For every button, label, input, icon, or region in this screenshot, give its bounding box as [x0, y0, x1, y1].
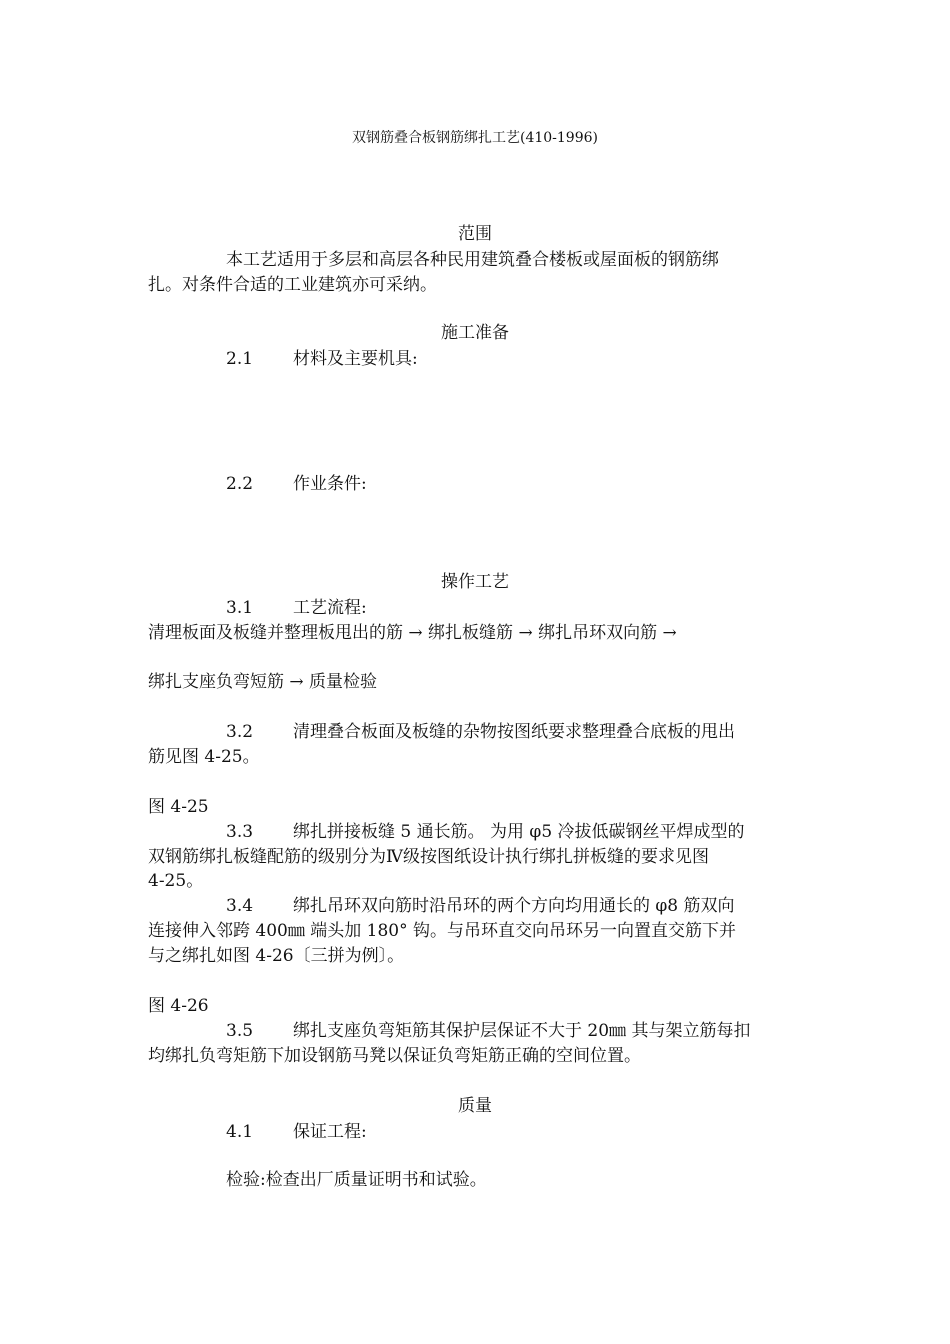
item-3-3-line-2: 双钢筋绑扎板缝配筋的级别分为Ⅳ级按图纸设计执行绑扎拼板缝的要求见图	[148, 847, 709, 867]
item-number-2-1: 2.1	[226, 349, 254, 369]
item-3-5-line-2: 均绑扎负弯矩筋下加设钢筋马凳以保证负弯矩筋正确的空间位置。	[148, 1046, 641, 1066]
inspection-text: 检验:检查出厂质量证明书和试验。	[226, 1170, 487, 1190]
item-text-3-1: 工艺流程:	[293, 598, 367, 618]
scope-paragraph-line-1: 本工艺适用于多层和高层各种民用建筑叠合楼板或屋面板的钢筋绑	[226, 250, 719, 270]
item-text-2-1: 材料及主要机具:	[293, 349, 418, 369]
figure-ref-4-25: 图 4-25	[148, 797, 209, 817]
section-heading-operation: 操作工艺	[441, 572, 509, 592]
process-flow-line-2: 绑扎支座负弯短筋 → 质量检验	[148, 672, 378, 692]
item-number-3-2: 3.2	[226, 722, 254, 742]
scope-paragraph-line-2: 扎。对条件合适的工业建筑亦可采纳。	[148, 275, 437, 295]
item-3-4-line-3: 与之绑扎如图 4-26〔三拼为例〕。	[148, 946, 405, 966]
section-heading-preparation: 施工准备	[441, 323, 509, 343]
item-3-4-line-1: 绑扎吊环双向筋时沿吊环的两个方向均用通长的 φ8 筋双向	[293, 896, 735, 916]
item-3-3-line-3: 4-25。	[148, 871, 204, 891]
item-3-5-line-1: 绑扎支座负弯矩筋其保护层保证不大于 20㎜ 其与架立筋每扣	[293, 1021, 751, 1041]
item-text-2-2: 作业条件:	[293, 474, 367, 494]
item-3-3-line-1: 绑扎拼接板缝 5 通长筋。 为用 φ5 冷拔低碳钢丝平焊成型的	[293, 822, 745, 842]
item-number-3-5: 3.5	[226, 1021, 254, 1041]
section-heading-scope: 范围	[458, 224, 492, 244]
item-3-2-line-1: 清理叠合板面及板缝的杂物按图纸要求整理叠合底板的甩出	[293, 722, 735, 742]
item-number-3-4: 3.4	[226, 896, 254, 916]
item-text-4-1: 保证工程:	[293, 1122, 367, 1142]
item-3-2-line-2: 筋见图 4-25。	[148, 747, 260, 767]
item-number-2-2: 2.2	[226, 474, 254, 494]
document-title: 双钢筋叠合板钢筋绑扎工艺(410-1996)	[351, 130, 598, 146]
process-flow-line-1: 清理板面及板缝并整理板甩出的筋 → 绑扎板缝筋 → 绑扎吊环双向筋 →	[148, 623, 677, 643]
figure-ref-4-26: 图 4-26	[148, 996, 209, 1016]
item-number-3-1: 3.1	[226, 598, 254, 618]
item-number-3-3: 3.3	[226, 822, 254, 842]
item-3-4-line-2: 连接伸入邻跨 400㎜ 端头加 180° 钩。与吊环直交向吊环另一向置直交筋下并	[148, 921, 737, 941]
section-heading-quality: 质量	[458, 1096, 492, 1116]
item-number-4-1: 4.1	[226, 1122, 254, 1142]
